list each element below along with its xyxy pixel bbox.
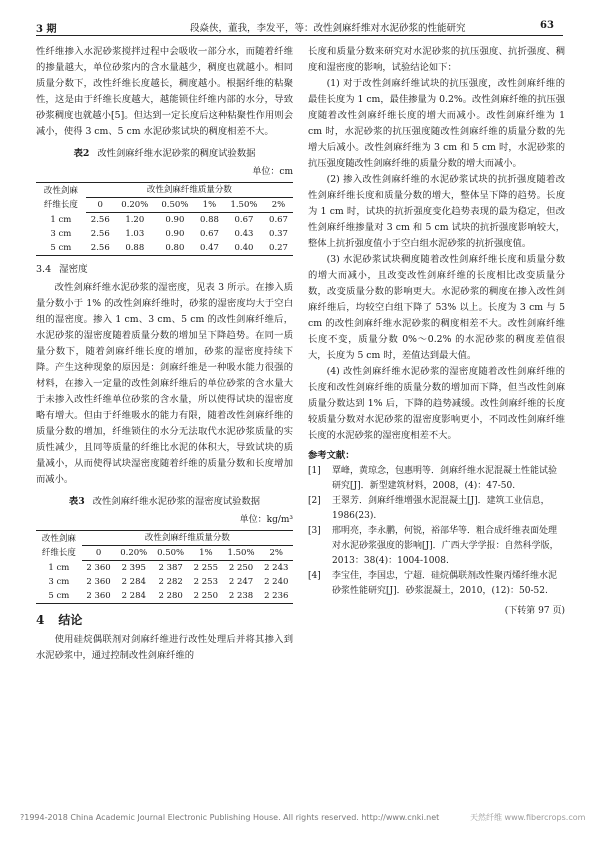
paragraph-conclusion-lead: 长度和质量分数来研究对水泥砂浆的抗压强度、抗折强度、稠度和湿密度的影响，试验结论如下： bbox=[308, 46, 565, 73]
table2-title: 改性剑麻纤维水泥砂浆的稠度试验数据 bbox=[97, 148, 256, 159]
section-4-heading bbox=[36, 612, 293, 628]
table-row: 5 cm 2 360 2 284 2 280 2 250 2 238 2 236 bbox=[36, 589, 293, 604]
section-3-4-heading bbox=[36, 262, 293, 278]
table-row: 1 cm 2.56 1.20 0.90 0.88 0.67 0.67 bbox=[50, 214, 288, 225]
left-column bbox=[36, 44, 293, 664]
header-rule bbox=[36, 35, 563, 36]
references-heading: 参考文献： bbox=[308, 450, 355, 461]
conclusion-item-2: (2) 掺入改性剑麻纤维的水泥砂浆试块的抗折强度随着改性剑麻纤维长度和质量分数的增大，整体呈下降的趋势。长度为 1 cm 时，试块的抗折强度变化趋势表现的最为稳定，但改性剑麻纤维掺量对 3 cm 和 5 cm 试块的抗折强度影响较大，整体上抗折强度值小于空白组水泥砂浆的抗折强度值。 bbox=[308, 174, 565, 249]
table2-unit: 单位：cm bbox=[252, 167, 293, 177]
table2-col-header: 0.20% bbox=[115, 198, 155, 213]
table3-col-header: 1.50% bbox=[223, 546, 260, 561]
paragraph-wet-density: 改性剑麻纤维水泥砂浆的湿密度，见表 3 所示。在掺入质量分数小于 1% 的改性剑麻纤维时，砂浆的湿密度均大于空白组的湿密度。掺入 1 cm、3 cm、5 cm 的改性剑麻纤维后，水泥砂浆的湿密度随着质量分数的增加呈下降趋势。在同一质量分数下，随着剑麻纤维长度的增加，砂浆的湿密度持续下降。产生这种现象的原因是：剑麻纤维是一种吸水能力很强的材料，在掺入一定量的改性剑麻纤维后的单位砂浆的含水量大于未掺入改性纤维单位砂浆的含水量，所以使得试块的湿密度略有增大。但由于纤维吸水的能力有限，随着改性剑麻纤维的质量分数的增加，纤维锁住的水分无法取代水泥砂浆质量的实质性减少，且同等质量的纤维比水泥的体积大，导致试块的质量减小，从而使得试块湿密度随着纤维的质量分数和长度增加而减小。 bbox=[36, 282, 293, 485]
table2-group-header: 改性剑麻纤维质量分数 bbox=[86, 183, 293, 198]
table3-col-header: 0 bbox=[82, 546, 116, 561]
reference-item: [3] 邢明亮，李永鹏，何锐，裕部华等．粗合成纤维表面处理对水泥砂浆强度的影响[J]．广西大学学报：自然科学版，2013：38(4)：1004-1008. bbox=[308, 526, 559, 566]
table2-row-header: 改性剑麻 纤维长度 bbox=[36, 183, 86, 213]
paragraph-consistency-discussion: 性纤维掺入水泥砂浆搅拌过程中会吸收一部分水，而随着纤维的掺量越大，单位砂浆内的含水量越少，稠度也就越小。相同质量分数下，改性纤维长度越长，稠度越小。根据纤维的粘聚性，这是由于纤维长度越大，越能锁住纤维内部的水分，导致砂浆稠度也就越小[5]。但达到一定长度后这种粘聚性作用则会减小，使得 3 cm、5 cm 水泥砂浆试块的稠度相差不大。 bbox=[36, 46, 293, 137]
table2-col-header: 2% bbox=[264, 198, 293, 213]
table2-col-header: 1.50% bbox=[224, 198, 264, 213]
table2-col-header: 0.50% bbox=[155, 198, 195, 213]
page-number: 63 bbox=[540, 20, 554, 31]
issue-label: 3 期 bbox=[36, 24, 57, 35]
table2-col-header: 0 bbox=[86, 198, 115, 213]
section-title: 结论 bbox=[58, 613, 83, 627]
table2-caption bbox=[36, 146, 293, 162]
section-number: 4 bbox=[36, 613, 45, 627]
table3-number: 表3 bbox=[68, 496, 85, 507]
conclusion-item-4: (4) 改性剑麻纤维水泥砂浆的湿密度随着改性剑麻纤维的长度和改性剑麻纤维的质量分数的增加而下降，但当改性剑麻质量分数达到 1% 后，下降的趋势减缓。改性剑麻纤维的长度较质量分数对水泥砂浆的湿密度影响更小，不同改性剑麻纤维长度的水泥砂浆的湿密度相差不大。 bbox=[308, 366, 565, 441]
section-title: 湿密度 bbox=[59, 264, 88, 275]
reference-item: [2] 王翠芳．剑麻纤维增强水泥混凝土[J]．建筑工业信息，1986(23). bbox=[308, 496, 550, 521]
conclusion-item-3: (3) 水泥砂浆试块稠度随着改性剑麻纤维长度和质量分数的增大而减小，且改变改性剑麻纤维的长度相比改变质量分数，改变质量分数的影响更大。水泥砂浆的稠度在掺入改性剑麻纤维后，均较空白组下降了 53% 以上。长度为 3 cm 与 5 cm 的改性剑麻纤维水泥砂浆的稠度相差不大。改性剑麻纤维长度不变，质量分数 0%～0.2% 的水泥砂浆的稠度差值很大，长度为 5 cm 时，差值达到最大值。 bbox=[308, 254, 565, 361]
table3-row-header: 改性剑麻 纤维长度 bbox=[36, 531, 82, 561]
section-number: 3.4 bbox=[36, 264, 52, 275]
page-header bbox=[0, 0, 595, 40]
right-column bbox=[308, 44, 565, 619]
watermark: 天然纤维 www.fibercrops.com bbox=[470, 813, 586, 822]
table3-title: 改性剑麻纤维水泥砂浆的湿密度试验数据 bbox=[92, 496, 261, 507]
copyright-footer: ?1994-2018 China Academic Journal Electronic Publishing House. All rights reserved. http://www.cnki.net bbox=[20, 813, 440, 822]
table3-col-header: 2% bbox=[259, 546, 293, 561]
conclusion-item-1: (1) 对于改性剑麻纤维试块的抗压强度，改性剑麻纤维的最佳长度为 1 cm，最佳掺量为 0.2%。改性剑麻纤维的抗压强度随着改性剑麻纤维长度的增大而减小。改性剑麻纤维为 1 cm 时，水泥砂浆的抗压强度随改性剑麻纤维的质量分数的先增大后减小。改性剑麻纤维为 3 cm 和 5 cm 时，水泥砂浆的抗压强度随改性剑麻纤维的质量分数的增大而减小。 bbox=[308, 78, 565, 169]
table-row: 1 cm 2 360 2 395 2 387 2 255 2 250 2 243 bbox=[48, 562, 289, 573]
table3-col-header: 0.50% bbox=[152, 546, 189, 561]
table2-consistency bbox=[36, 182, 293, 256]
running-title: 段焱侠，董我，李发平，等：改性剑麻纤维对水泥砂浆的性能研究 bbox=[190, 23, 466, 34]
table-row: 5 cm 2.56 0.88 0.80 0.47 0.40 0.27 bbox=[36, 241, 293, 256]
table-row: 3 cm 2 360 2 284 2 282 2 253 2 247 2 240 bbox=[48, 577, 289, 587]
table2-col-header: 1% bbox=[195, 198, 224, 213]
table2-number: 表2 bbox=[73, 148, 90, 159]
continued-note: (下转第 97 页) bbox=[504, 606, 565, 616]
table3-group-header: 改性剑麻纤维质量分数 bbox=[82, 531, 293, 546]
table3-col-header: 0.20% bbox=[115, 546, 152, 561]
paragraph-conclusion-intro: 使用硅烷偶联剂对剑麻纤维进行改性处理后并将其掺入到水泥砂浆中，通过控制改性剑麻纤维的 bbox=[36, 634, 293, 661]
table3-caption bbox=[36, 494, 293, 510]
table3-wet-density bbox=[36, 530, 293, 604]
table-row: 3 cm 2.56 1.03 0.90 0.67 0.43 0.37 bbox=[50, 229, 288, 239]
table3-unit: 单位：kg/m³ bbox=[239, 515, 293, 525]
reference-item: [1] 覃峰，黄琼念，包惠明等．剑麻纤维水泥混凝土性能试验研究[J]．新型建筑材料，2008，(4)：47-50. bbox=[308, 466, 558, 491]
table3-col-header: 1% bbox=[189, 546, 223, 561]
reference-item: [4] 李宝佳，李国忠，宁超．硅烷偶联剂改性聚丙烯纤维水泥砂浆性能研究[J]．砂浆混凝土，2010，(12)：50-52. bbox=[308, 571, 558, 596]
